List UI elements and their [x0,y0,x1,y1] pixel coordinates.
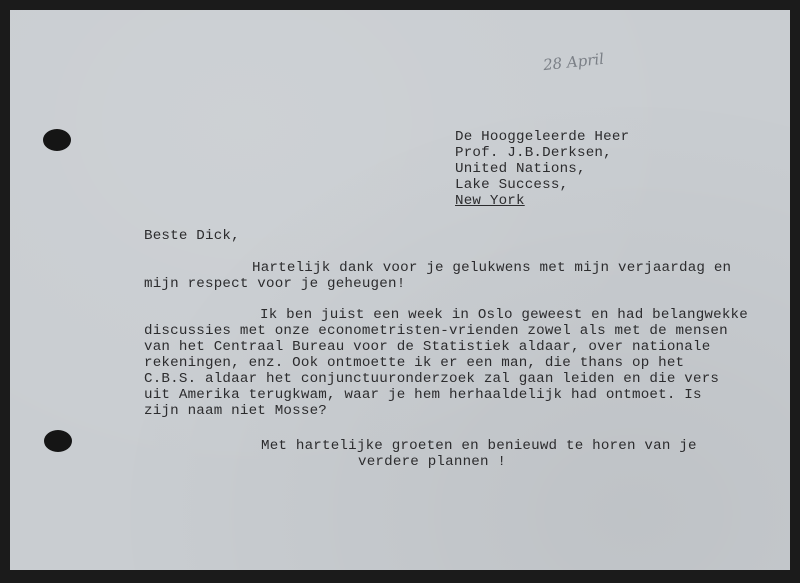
paragraph1-line: Hartelijk dank voor je gelukwens met mijn verjaardag en [252,260,732,276]
punch-hole-top [43,129,71,151]
closing-line: Met hartelijke groeten en benieuwd te horen van je [261,438,697,454]
paragraph1-line: mijn respect voor je geheugen! [144,276,406,292]
paragraph2-line: C.B.S. aldaar het conjunctuuronderzoek zal gaan leiden en die vers [144,371,720,387]
address-line: United Nations, [455,161,586,177]
handwritten-date: 28 April [542,49,605,75]
salutation: Beste Dick, [144,228,240,244]
punch-hole-bottom [44,430,72,452]
address-line: De Hooggeleerde Heer [455,129,630,145]
paragraph2-line: van het Centraal Bureau voor de Statistiek aldaar, over nationale [144,339,711,355]
paragraph2-line: rekeningen, enz. Ook ontmoette ik er een man, die thans op het [144,355,685,371]
paragraph2-line: discussies met onze econometristen-vrienden zowel als met de mensen [144,323,728,339]
address-line: Lake Success, [455,177,569,193]
paragraph2-line: uit Amerika terugkwam, waar je hem herhaaldelijk had ontmoet. Is [144,387,702,403]
letter-page [10,10,790,570]
address-line: Prof. J.B.Derksen, [455,145,612,161]
paragraph2-line: zijn naam niet Mosse? [144,403,327,419]
address-city: New York [455,193,525,209]
closing-line: verdere plannen ! [358,454,507,470]
paragraph2-line: Ik ben juist een week in Oslo geweest en had belangwekke [260,307,748,323]
